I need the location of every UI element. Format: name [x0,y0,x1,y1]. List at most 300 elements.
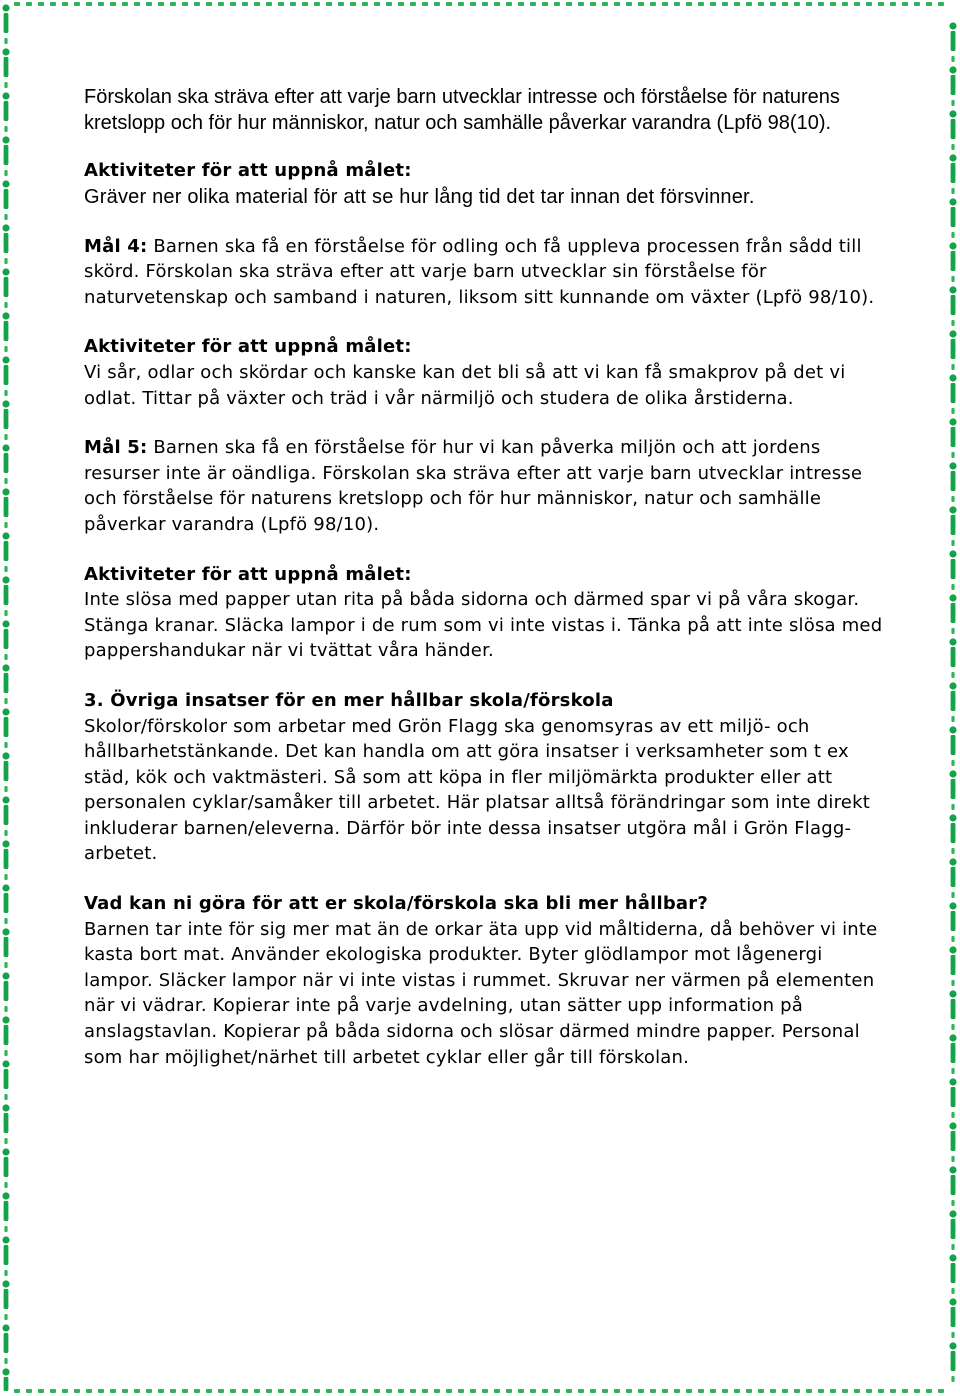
border-dash [926,1389,932,1393]
border-dash [458,2,464,6]
goal-5-paragraph [84,435,884,537]
border-bottom-edge [14,1389,944,1393]
border-dash-small [951,892,954,898]
border-dash [506,1389,512,1393]
border-dash [338,2,344,6]
border-dash [951,691,956,711]
border-dash [302,2,308,6]
section-3-heading: 3. Övriga insatser för en mer hållbar skola/förskola [84,689,614,711]
border-dash [542,1389,548,1393]
border-dash [951,867,956,887]
goal-5-text: Barnen ska få en förståelse för hur vi kan påverka miljön och att jordens resurser inte är oändliga. Förskolan ska sträva efter att varje barn utvecklar intresse och förståelse för naturens kretslopp och för hur människor, natur och samhälle påverkar varandra (Lpfö 98/10). [84,437,863,535]
border-dash-small [4,742,7,748]
border-dash [830,1389,836,1393]
activities-text-3: Inte slösa med papper utan rita på båda sidorna och därmed spar vi på våra skogar. Stänga kranar. Släcka lampor i de rum som vi inte vistas i. Tänka på att inte slösa med pappershandukar när vi tvättat våra händer. [84,589,883,662]
border-dash [746,1389,752,1393]
border-dash [951,1219,956,1239]
border-dash-small [951,56,954,62]
border-dash [830,2,836,6]
border-dash-small [4,610,7,616]
border-dash-small [951,672,954,678]
border-dash [842,1389,848,1393]
border-dash [758,1389,764,1393]
border-dash [62,1389,68,1393]
border-dash [4,937,9,957]
border-dash [86,2,92,6]
border-dash [74,2,80,6]
border-dot [949,638,956,645]
border-dash [386,2,392,6]
border-dot [949,1034,956,1041]
border-dash-small [4,698,7,704]
border-dash [110,1389,116,1393]
border-dash [182,1389,188,1393]
border-dash-small [4,1138,7,1144]
border-dot [2,928,9,935]
border-dash [662,1389,668,1393]
border-dash [422,1389,428,1393]
border-dash [914,1389,920,1393]
border-dash [722,1389,728,1393]
border-dash [4,981,9,1001]
border-dash [650,1389,656,1393]
border-dash [86,1389,92,1393]
border-left-edge [2,4,9,1391]
border-dash [951,31,956,51]
border-dot [2,312,9,319]
border-dash [710,2,716,6]
border-dash-small [4,566,7,572]
border-dash [734,2,740,6]
border-dash [494,2,500,6]
border-dash [878,1389,884,1393]
border-dash [951,1131,956,1151]
border-dash-small [951,496,954,502]
border-dash [314,1389,320,1393]
border-right-edge [949,22,956,1382]
border-dot [2,136,9,143]
border-dash [4,13,9,33]
border-dash-small [4,1094,7,1100]
border-dash [951,911,956,931]
border-dash [254,2,260,6]
border-dash-small [4,918,7,924]
border-dash-small [951,1156,954,1162]
border-dot [949,286,956,293]
border-dash [951,647,956,667]
border-dash [410,2,416,6]
border-dash [566,2,572,6]
border-dash [951,823,956,843]
border-dash [854,1389,860,1393]
border-dash [674,2,680,6]
activities-text-1: Gräver ner olika material för att se hur lång tid det tar innan det försvinner. [84,185,755,208]
border-dash [951,1087,956,1107]
border-dash [770,1389,776,1393]
border-dash [794,1389,800,1393]
border-dash [4,849,9,869]
border-dash-small [4,874,7,880]
border-dash [951,383,956,403]
border-dash [4,1025,9,1045]
border-dash [278,1389,284,1393]
border-dash [518,2,524,6]
border-dash [314,2,320,6]
border-dash [494,1389,500,1393]
border-dash [951,559,956,579]
border-dot [949,418,956,425]
border-dash [266,1389,272,1393]
goal-4-text: Barnen ska få en förståelse för odling och få uppleva processen från sådd till skörd. Förskolan ska sträva efter att varje barn utvecklar sin förståelse för naturvetenskap och samband i naturen, liksom sitt kunnande om växter (Lpfö 98/10). [84,235,875,308]
border-dash [590,2,596,6]
border-dash-small [4,1050,7,1056]
border-dash [242,2,248,6]
activities-heading-2: Aktiviteter för att uppnå målet: [84,336,412,358]
border-dot [2,1324,9,1331]
border-dot [2,444,9,451]
border-dot [2,180,9,187]
border-dot [949,330,956,337]
border-dash-small [4,302,7,308]
border-dash [146,2,152,6]
border-dash [158,1389,164,1393]
border-dot [949,1298,956,1305]
border-dash-small [4,1270,7,1276]
border-dash [542,2,548,6]
border-dash-small [951,716,954,722]
border-dash [506,2,512,6]
border-dash [230,2,236,6]
border-dash-small [4,126,7,132]
border-dot [949,902,956,909]
border-dash [758,2,764,6]
border-dash [50,1389,56,1393]
border-dash [951,999,956,1019]
border-dash-small [951,804,954,810]
border-dash-small [951,188,954,194]
border-dash [362,1389,368,1393]
border-dash [638,1389,644,1393]
border-dot [949,198,956,205]
border-dash [782,2,788,6]
border-dash-small [951,144,954,150]
border-dash-small [4,1358,7,1364]
border-dash [674,1389,680,1393]
border-dash-small [951,100,954,106]
border-dot [2,884,9,891]
border-dot [2,92,9,99]
border-dot [2,1060,9,1067]
border-dash [398,2,404,6]
border-dot [2,400,9,407]
border-dot [949,1342,956,1349]
border-dash [951,339,956,359]
border-dash [38,1389,44,1393]
border-dash [302,1389,308,1393]
border-dash [4,233,9,253]
border-dash [4,1289,9,1309]
border-dash [854,2,860,6]
border-dot [949,462,956,469]
border-dot [2,224,9,231]
border-dot [2,1016,9,1023]
border-dash [951,75,956,95]
border-dash [182,2,188,6]
border-dot [949,110,956,117]
border-dash [578,1389,584,1393]
border-dash [866,2,872,6]
border-dash [782,1389,788,1393]
border-dash [914,2,920,6]
border-dash [842,2,848,6]
border-dash [626,2,632,6]
border-dash [770,2,776,6]
border-dash [4,717,9,737]
border-dash [4,189,9,209]
border-dot [2,4,9,11]
border-dash [62,2,68,6]
border-dash [4,145,9,165]
border-dash [746,2,752,6]
border-dash [242,1389,248,1393]
border-dash-small [951,1376,954,1382]
border-dash [4,761,9,781]
border-dot [949,66,956,73]
border-dash [4,541,9,561]
border-dash [951,163,956,183]
border-dash-small [951,980,954,986]
border-dash [446,2,452,6]
border-dash [194,1389,200,1393]
border-dot [949,990,956,997]
border-dash [74,1389,80,1393]
border-dash [951,603,956,623]
border-dash [4,277,9,297]
border-dash [686,2,692,6]
border-dash [4,1113,9,1133]
border-dash-small [951,628,954,634]
border-dash [602,1389,608,1393]
border-dash-small [4,1182,7,1188]
section-3-block [84,688,884,867]
border-dash [806,2,812,6]
border-dash [530,2,536,6]
border-dot [2,620,9,627]
border-dash [4,453,9,473]
border-dash [4,365,9,385]
border-dash [590,1389,596,1393]
border-dash [158,2,164,6]
border-dash [194,2,200,6]
border-dash [26,2,32,6]
border-dash [4,585,9,605]
border-dot [949,726,956,733]
border-dash [386,1389,392,1393]
border-dash [38,2,44,6]
border-dash [938,2,944,6]
intro-paragraph: Förskolan ska sträva efter att varje barn utvecklar intresse och förståelse för naturens kretslopp och för hur människor, natur och samhälle påverkar varandra (Lpfö 98(10). [84,86,840,134]
border-dash-small [951,848,954,854]
border-dash [218,2,224,6]
border-dash [951,1351,956,1371]
border-dash-small [951,936,954,942]
border-dash [698,2,704,6]
border-dash [951,735,956,755]
border-dash-small [951,364,954,370]
border-dash [134,2,140,6]
border-dash [326,1389,332,1393]
border-dash [686,1389,692,1393]
border-dash [410,1389,416,1393]
border-dash [254,1389,260,1393]
border-dash [566,1389,572,1393]
border-dot [949,1166,956,1173]
border-dot [949,374,956,381]
border-dash [434,1389,440,1393]
border-dash [614,2,620,6]
border-dash [422,2,428,6]
border-dash [951,779,956,799]
border-dot [949,242,956,249]
border-dash [902,2,908,6]
border-dash [206,1389,212,1393]
border-dot [2,972,9,979]
question-text: Barnen tar inte för sig mer mat än de orkar äta upp vid måltiderna, då behöver vi inte kasta bort mat. Använder ekologiska produkter. Byter glödlampor mot lågenergi lampor. Släcker lampor när vi inte vistas i rummet. Skruvar ner värmen på elementen när vi vädrar. Kopierar inte på varje avdelning, utan sätter upp information på anslagstavlan. Kopierar på båda sidorna och slösar därmed mindre papper. Personal som har möjlighet/närhet till arbetet cyklar eller går till förskolan. [84,918,878,1068]
border-dash [518,1389,524,1393]
border-dot [2,796,9,803]
border-dash [530,1389,536,1393]
border-dash [951,295,956,315]
border-dash-small [951,1244,954,1250]
border-dash [614,1389,620,1393]
border-dot [2,1148,9,1155]
border-dash [554,2,560,6]
border-dash-small [4,478,7,484]
question-block [84,891,884,1070]
border-dash [890,2,896,6]
border-dash [326,2,332,6]
border-dash [650,2,656,6]
border-dash-small [4,654,7,660]
activities-block-1 [84,158,884,210]
border-dash [350,2,356,6]
border-dash [4,321,9,341]
border-dash-small [951,408,954,414]
border-dash-small [951,1024,954,1030]
border-dash [278,2,284,6]
border-dash-small [951,760,954,766]
border-dash [122,2,128,6]
border-dash [938,1389,944,1393]
border-dot [2,1236,9,1243]
border-dash [4,409,9,429]
border-dot [2,268,9,275]
border-dash [458,1389,464,1393]
border-dash [290,1389,296,1393]
border-top-edge [14,2,944,6]
border-dash [722,2,728,6]
activities-heading-1: Aktiviteter för att uppnå målet: [84,160,412,181]
border-dot [949,1254,956,1261]
border-dash [470,2,476,6]
border-dot [949,594,956,601]
border-dot [949,946,956,953]
border-dash [710,1389,716,1393]
border-dot [949,550,956,557]
border-dash [338,1389,344,1393]
border-dash [951,119,956,139]
border-dash [4,101,9,121]
border-dash [146,1389,152,1393]
border-dot [949,770,956,777]
border-dash [734,1389,740,1393]
border-dash-small [951,540,954,546]
activities-block-2 [84,334,884,411]
border-dash [4,1069,9,1089]
border-dash [362,2,368,6]
border-dash [110,2,116,6]
border-dash [170,2,176,6]
border-dash [951,955,956,975]
border-dash-small [4,346,7,352]
document-body [84,84,884,1070]
border-dash-small [951,1332,954,1338]
goal-4-paragraph [84,234,884,311]
border-dash [818,1389,824,1393]
border-dash [350,1389,356,1393]
border-dash [14,2,20,6]
border-dash [4,1377,9,1391]
border-dash [26,1389,32,1393]
border-dash [4,893,9,913]
border-dash [134,1389,140,1393]
border-dash-small [4,258,7,264]
border-dash [794,2,800,6]
border-dash [951,1043,956,1063]
border-dash-small [951,320,954,326]
border-dash [4,1333,9,1353]
goal-4-label: Mål 4: [84,235,148,257]
border-dot [2,664,9,671]
border-dash [4,1245,9,1265]
border-dash [951,1263,956,1283]
border-dash [866,1389,872,1393]
border-dash [818,2,824,6]
border-dash-small [4,1226,7,1232]
border-dash-small [4,170,7,176]
border-dash-small [4,390,7,396]
border-dash-small [4,522,7,528]
border-dash-small [4,434,7,440]
border-dash [266,2,272,6]
border-dot [2,576,9,583]
border-dash-small [4,962,7,968]
border-dash [482,1389,488,1393]
border-dash [482,2,488,6]
border-dash-small [4,830,7,836]
border-dash [290,2,296,6]
border-dash-small [4,1314,7,1320]
border-dash [554,1389,560,1393]
border-dash [951,515,956,535]
border-dash [4,673,9,693]
border-dash-small [951,232,954,238]
border-dot [2,1104,9,1111]
border-dash-small [951,1112,954,1118]
border-dash [98,2,104,6]
border-dot [2,840,9,847]
border-dash-small [951,1068,954,1074]
